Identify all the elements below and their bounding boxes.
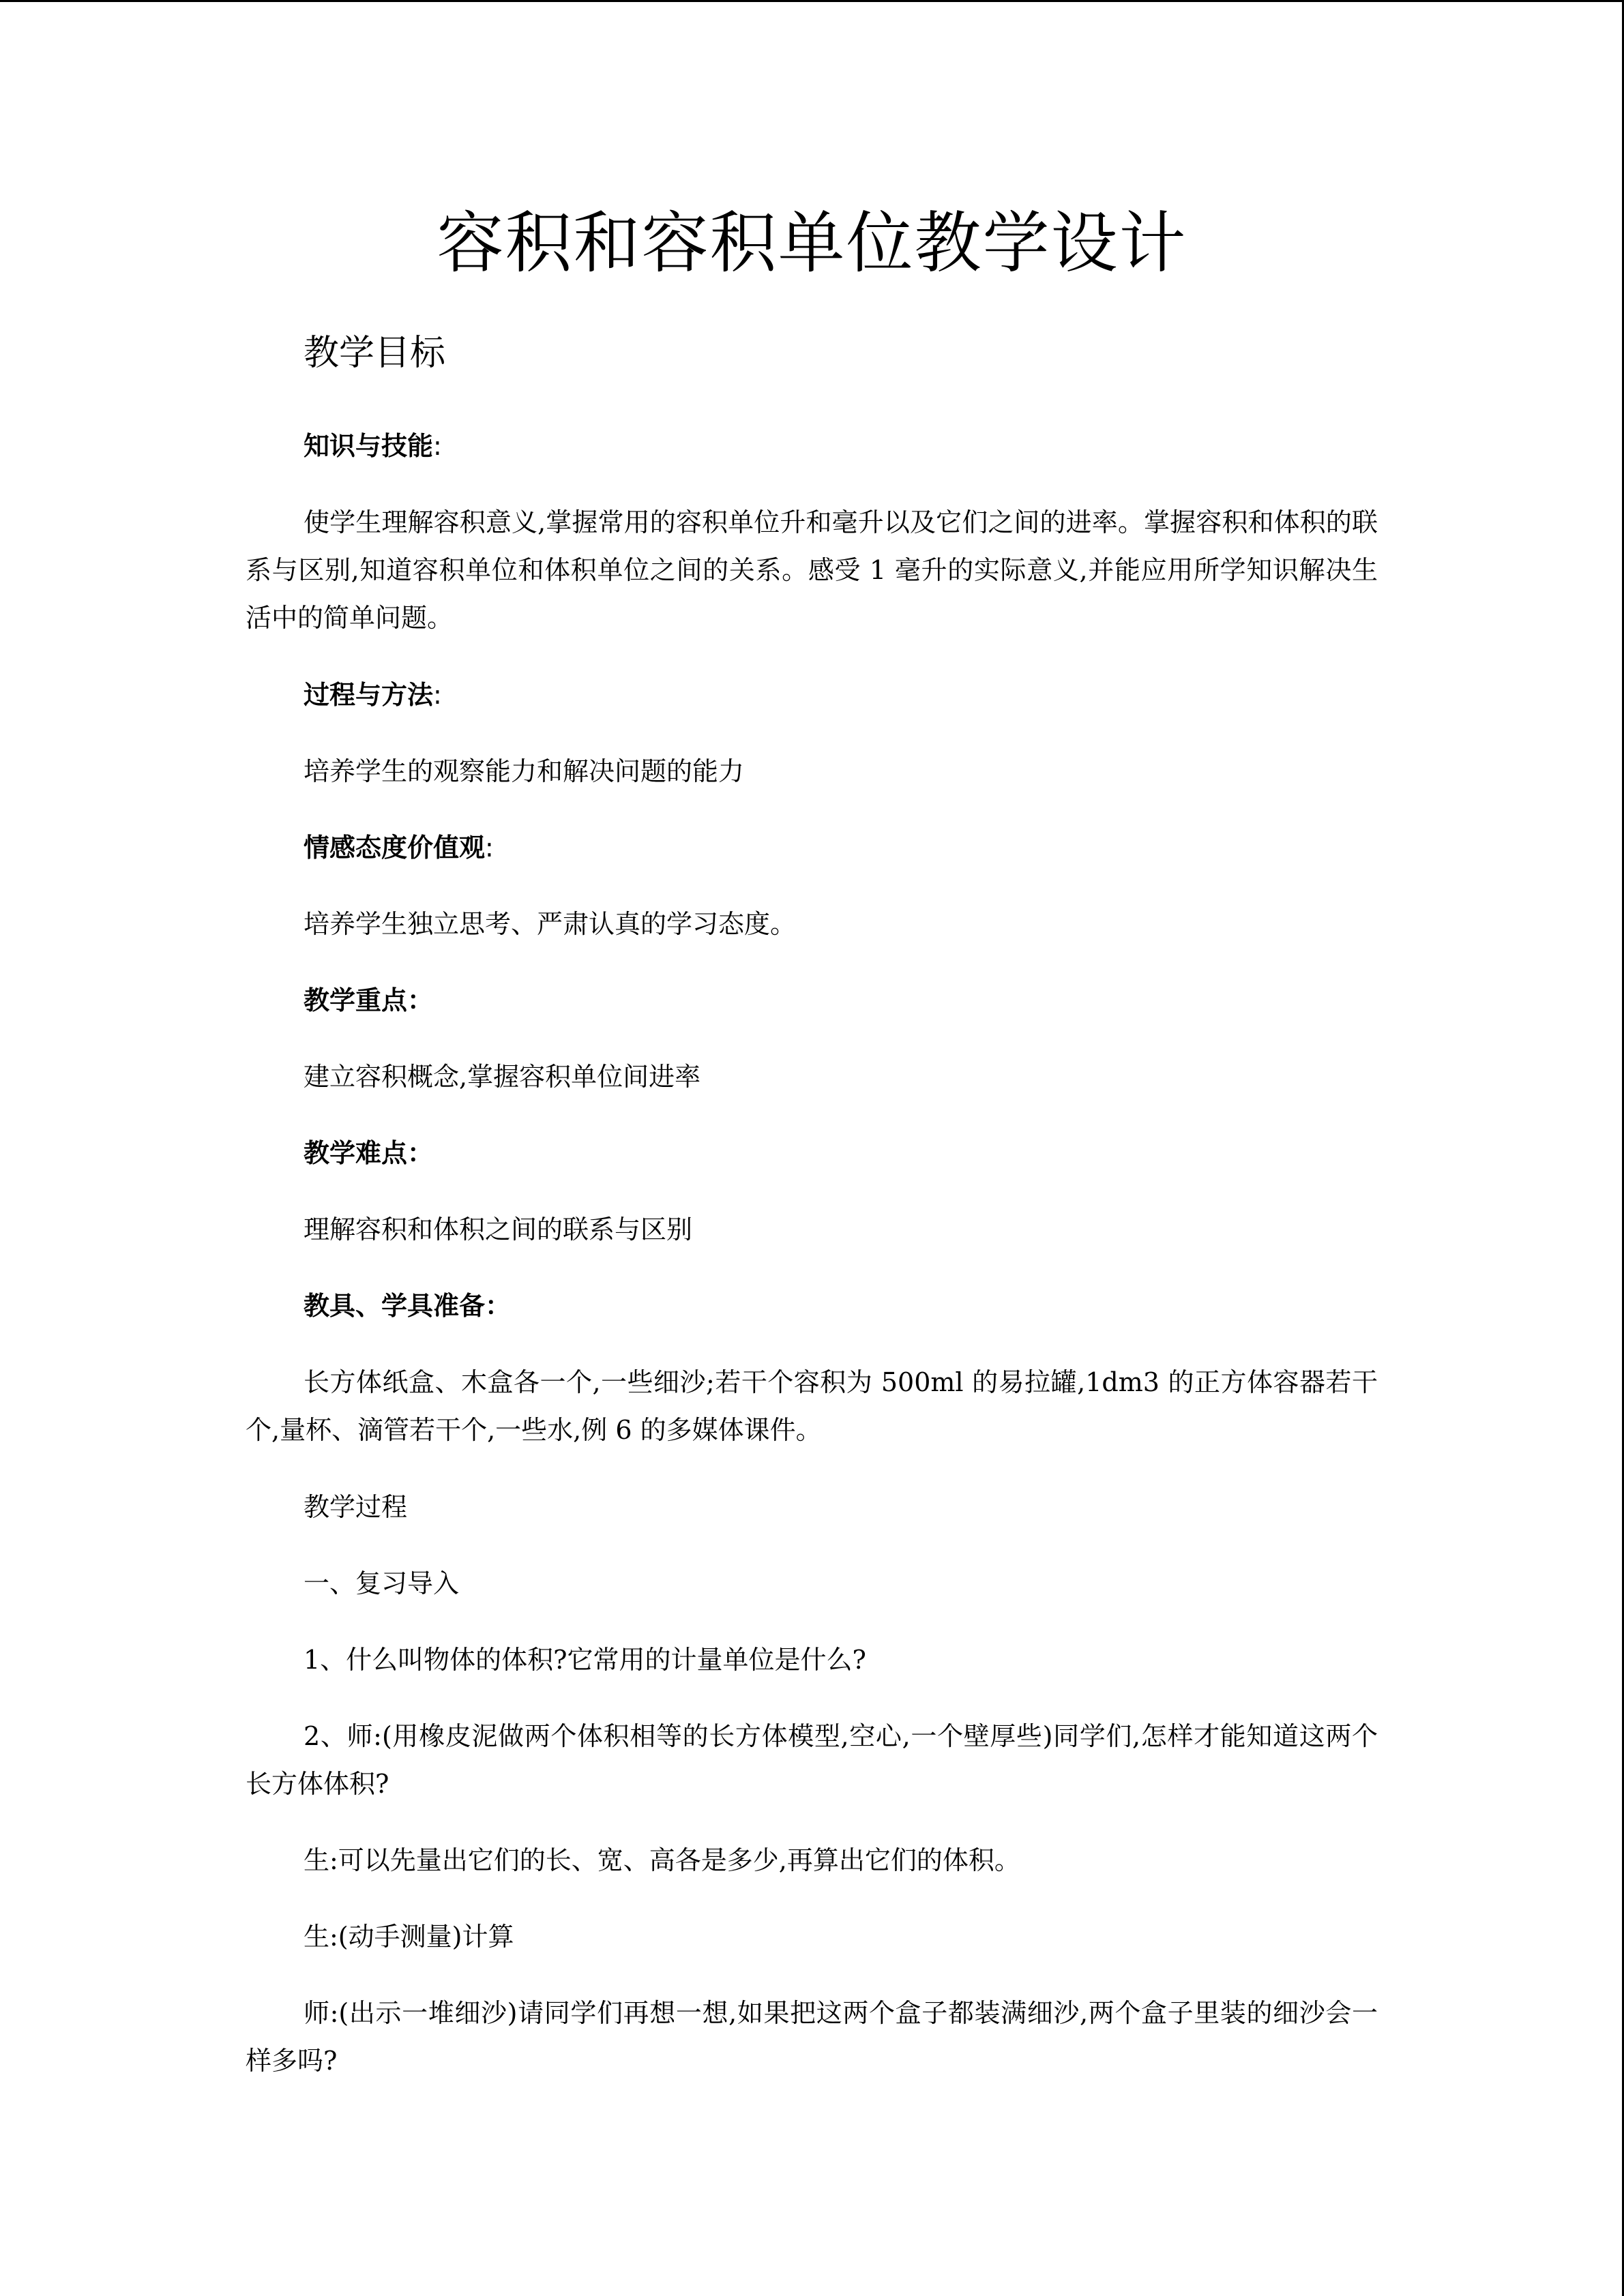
question-one: 1、什么叫物体的体积?它常用的计量单位是什么? [304,1645,866,1675]
student-answer-one: 生:可以先量出它们的长、宽、高各是多少,再算出它们的体积。 [304,1845,1020,1875]
label-knowledge-skills-colon: : [433,431,442,461]
paragraph-materials: 长方体纸盒、木盒各一个,一些细沙;若干个容积为 500ml 的易拉罐,1dm3 的正方体容器若干个,量杯、滴管若干个,一些水,例 6 的多媒体课件。 [246,1367,1378,1445]
paragraph-emotion-values: 培养学生独立思考、严肃认真的学习态度。 [304,909,797,939]
label-emotion-values [304,824,1436,871]
label-emotion-values-colon: : [485,833,494,863]
teacher-question: 师:(出示一堆细沙)请同学们再想一想,如果把这两个盒子都装满细沙,两个盒子里装的细沙会一样多吗? [246,1998,1378,2076]
student-answer-two: 生:(动手测量)计算 [304,1922,514,1952]
label-knowledge-skills-text: 知识与技能 [304,431,434,461]
section-heading-objectives: 教学目标 [304,333,446,374]
part-one-review-intro: 一、复习导入 [304,1568,460,1598]
label-knowledge-skills [304,422,1436,470]
label-difficulty: 教学难点： [304,1138,434,1168]
label-process-methods-text: 过程与方法 [304,680,434,710]
paragraph-process-methods: 培养学生的观察能力和解决问题的能力 [304,756,745,786]
label-process-methods [304,671,1436,719]
label-key-point: 教学重点： [304,985,434,1015]
document-title: 容积和容积单位教学设计 [437,205,1187,282]
paragraph-knowledge-skills: 使学生理解容积意义,掌握常用的容积单位升和毫升以及它们之间的进率。掌握容积和体积的联系与区别,知道容积单位和体积单位之间的关系。感受 1 毫升的实际意义,并能应用所学知识解决生活中的简单问题。 [246,507,1378,633]
label-process-methods-colon: : [433,680,442,710]
teaching-process-title: 教学过程 [304,1492,408,1522]
paragraph-key-point: 建立容积概念,掌握容积单位间进率 [304,1062,701,1092]
page-top-border [0,0,1624,2]
label-emotion-values-text: 情感态度价值观 [304,833,486,863]
question-two: 2、师:(用橡皮泥做两个体积相等的长方体模型,空心,一个壁厚些)同学们,怎样才能知道这两个长方体体积? [246,1721,1378,1799]
paragraph-difficulty: 理解容积和体积之间的联系与区别 [304,1214,693,1244]
label-materials: 教具、学具准备： [304,1291,512,1321]
